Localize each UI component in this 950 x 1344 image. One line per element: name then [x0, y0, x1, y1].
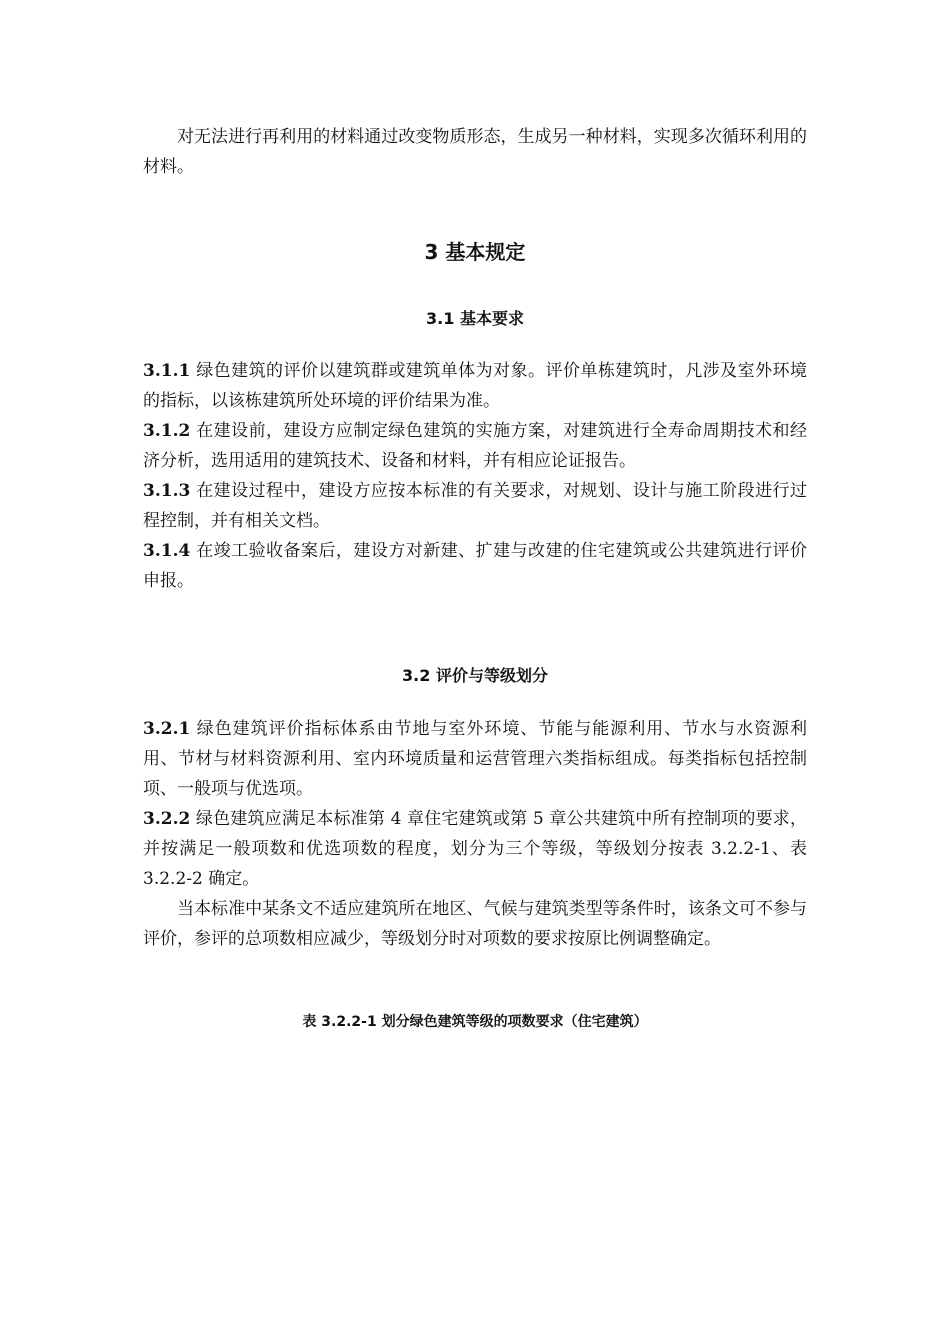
clause-3-2-1 [143, 714, 807, 804]
clause-text: 在竣工验收备案后，建设方对新建、扩建与改建的住宅建筑或公共建筑进行评价申报。 [143, 541, 808, 591]
clause-3-1-2 [143, 416, 807, 476]
section-3-2-note: 当本标准中某条文不适应建筑所在地区、气候与建筑类型等条件时，该条文可不参与评价，参评的总项数相应减少，等级划分时对项数的要求按原比例调整确定。 [143, 899, 807, 949]
clause-number: 3.1.1 [143, 361, 191, 381]
clause-text: 绿色建筑评价指标体系由节地与室外环境、节能与能源利用、节水与水资源利用、节材与材料资源利用、室内环境质量和运营管理六类指标组成。每类指标包括控制项、一般项与优选项。 [143, 719, 808, 799]
clause-3-1-3 [143, 476, 807, 536]
chapter-title: 3 基本规定 [424, 240, 526, 264]
clause-text: 绿色建筑的评价以建筑群或建筑单体为对象。评价单栋建筑时，凡涉及室外环境的指标，以该栋建筑所处环境的评价结果为准。 [143, 361, 808, 411]
clause-number: 3.1.3 [143, 481, 191, 501]
clause-number: 3.2.2 [143, 809, 191, 829]
section-3-2-clauses [143, 714, 807, 954]
clause-number: 3.1.2 [143, 421, 191, 441]
clause-3-1-4 [143, 536, 807, 596]
clause-number: 3.1.4 [143, 541, 191, 561]
clause-3-1-1 [143, 356, 807, 416]
section-3-2-title: 3.2 评价与等级划分 [402, 666, 548, 685]
intro-paragraph: 对无法进行再利用的材料通过改变物质形态，生成另一种材料，实现多次循环利用的材料。 [143, 127, 807, 177]
clause-text: 绿色建筑应满足本标准第 4 章住宅建筑或第 5 章公共建筑中所有控制项的要求，并按满足一般项数和优选项数的程度，划分为三个等级，等级划分按表 3.2.2-1、表 3.2.2-2 确定。 [143, 809, 807, 889]
table-caption: 表 3.2.2-1 划分绿色建筑等级的项数要求（住宅建筑） [302, 1014, 648, 1030]
clause-text: 在建设前，建设方应制定绿色建筑的实施方案，对建筑进行全寿命周期技术和经济分析，选用适用的建筑技术、设备和材料，并有相应论证报告。 [143, 421, 808, 471]
clause-3-2-2 [143, 804, 807, 894]
clause-number: 3.2.1 [143, 719, 191, 739]
section-3-1-title: 3.1 基本要求 [426, 309, 524, 328]
clause-text: 在建设过程中，建设方应按本标准的有关要求，对规划、设计与施工阶段进行过程控制，并有相关文档。 [143, 481, 808, 531]
section-3-1-clauses [143, 356, 807, 596]
